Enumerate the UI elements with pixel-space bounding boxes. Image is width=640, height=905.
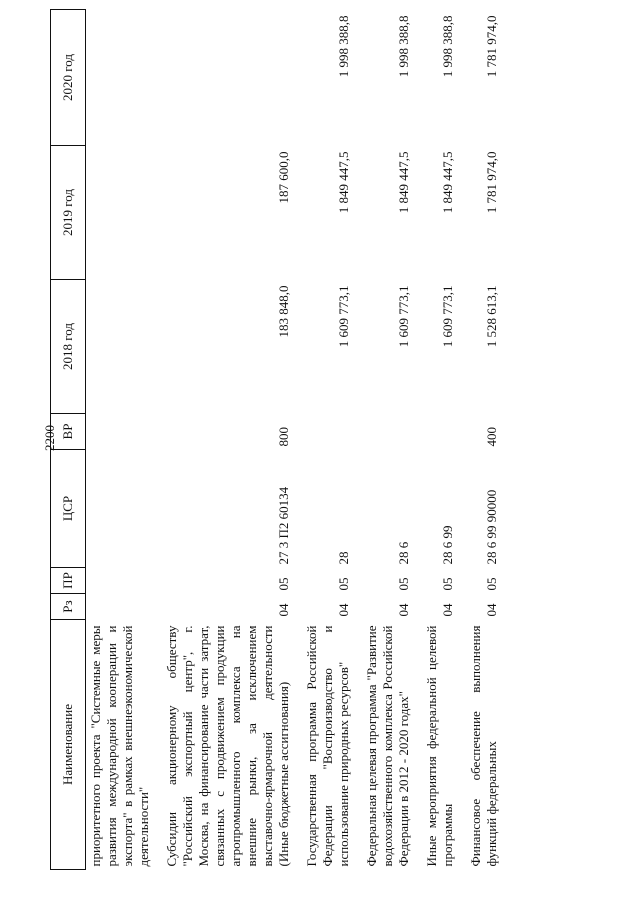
row-pr: 05 — [440, 577, 455, 591]
row-vr — [86, 414, 161, 450]
row-rz: 04 — [396, 603, 411, 617]
table-header-row — [51, 10, 86, 870]
table-row — [86, 10, 161, 870]
row-csr: 27 3 П2 60134 — [276, 486, 291, 565]
table-row — [360, 10, 420, 870]
row-csr — [86, 450, 161, 568]
row-vr — [420, 414, 464, 450]
header-2018: 2018 год — [51, 280, 86, 414]
table-row — [464, 10, 508, 870]
page-number: 2200 — [42, 425, 57, 451]
header-2020: 2020 год — [51, 10, 86, 146]
row-2018: 1 609 773,1 — [396, 285, 411, 348]
header-name: Наименование — [51, 620, 86, 870]
row-rz: 04 — [276, 603, 291, 617]
header-2019: 2019 год — [51, 146, 86, 280]
row-pr: 05 — [396, 577, 411, 591]
row-2019: 1 849 447,5 — [440, 151, 455, 214]
row-name: Государственная программа Российской Федерации "Воспроизводство и использование природных ресурсов" — [304, 625, 351, 867]
row-pr: 05 — [484, 577, 499, 591]
row-2020: 1 998 388,8 — [336, 15, 351, 78]
row-2018: 183 848,0 — [276, 285, 291, 338]
header-csr: ЦСР — [51, 450, 86, 568]
row-csr: 28 6 99 — [440, 525, 455, 565]
header-rz: Рз — [51, 594, 86, 620]
row-pr: 05 — [276, 577, 291, 591]
header-pr: ПР — [51, 568, 86, 594]
row-name: приоритетного проекта "Системные меры развития международной кооперации и экспорта" в рамках внешнеэкономической деятельности" — [88, 625, 151, 867]
row-2019: 1 849 447,5 — [336, 151, 351, 214]
row-2019: 1 849 447,5 — [396, 151, 411, 214]
row-vr — [360, 414, 420, 450]
row-2020: 1 998 388,8 — [396, 15, 411, 78]
row-2018: 1 528 613,1 — [484, 285, 499, 348]
budget-table — [50, 9, 508, 870]
row-2018 — [86, 280, 161, 414]
row-2019 — [86, 146, 161, 280]
row-vr: 400 — [484, 427, 499, 447]
row-2020 — [160, 10, 300, 146]
row-vr: 800 — [276, 427, 291, 447]
row-2018: 1 609 773,1 — [336, 285, 351, 348]
row-2019: 187 600,0 — [276, 151, 291, 204]
row-name: Иные мероприятия федеральной целевой программы — [424, 625, 455, 867]
row-csr: 28 6 99 90000 — [484, 489, 499, 565]
row-2020: 1 998 388,8 — [440, 15, 455, 78]
row-2019: 1 781 974,0 — [484, 151, 499, 214]
row-pr: 05 — [336, 577, 351, 591]
row-csr: 28 6 — [396, 541, 411, 565]
row-2020 — [86, 10, 161, 146]
row-vr — [300, 414, 360, 450]
row-rz: 04 — [440, 603, 455, 617]
row-pr — [86, 568, 161, 594]
table-row — [420, 10, 464, 870]
row-2020: 1 781 974,0 — [484, 15, 499, 78]
row-2018: 1 609 773,1 — [440, 285, 455, 348]
row-rz: 04 — [484, 603, 499, 617]
header-vr: ВР — [51, 414, 86, 450]
row-name: Федеральная целевая программа "Развитие водохозяйственного комплекса Российской Федерации в 2012 - 2020 годах" — [364, 625, 411, 867]
table-row — [300, 10, 360, 870]
table-row — [160, 10, 300, 870]
row-rz: 04 — [336, 603, 351, 617]
row-csr: 28 — [336, 551, 351, 565]
row-rz — [86, 594, 161, 620]
row-name: Финансовое обеспечение выполнения функций федеральных — [468, 625, 499, 867]
row-name: Субсидии акционерному обществу "Российский экспортный центр", г. Москва, на финансирование части затрат, связанных с продвижением продукции агропромышленного комплекса на внешние рынки, за исключением выставочно-ярмарочной деятельности (Иные бюджетные ассигнования) — [164, 625, 291, 867]
